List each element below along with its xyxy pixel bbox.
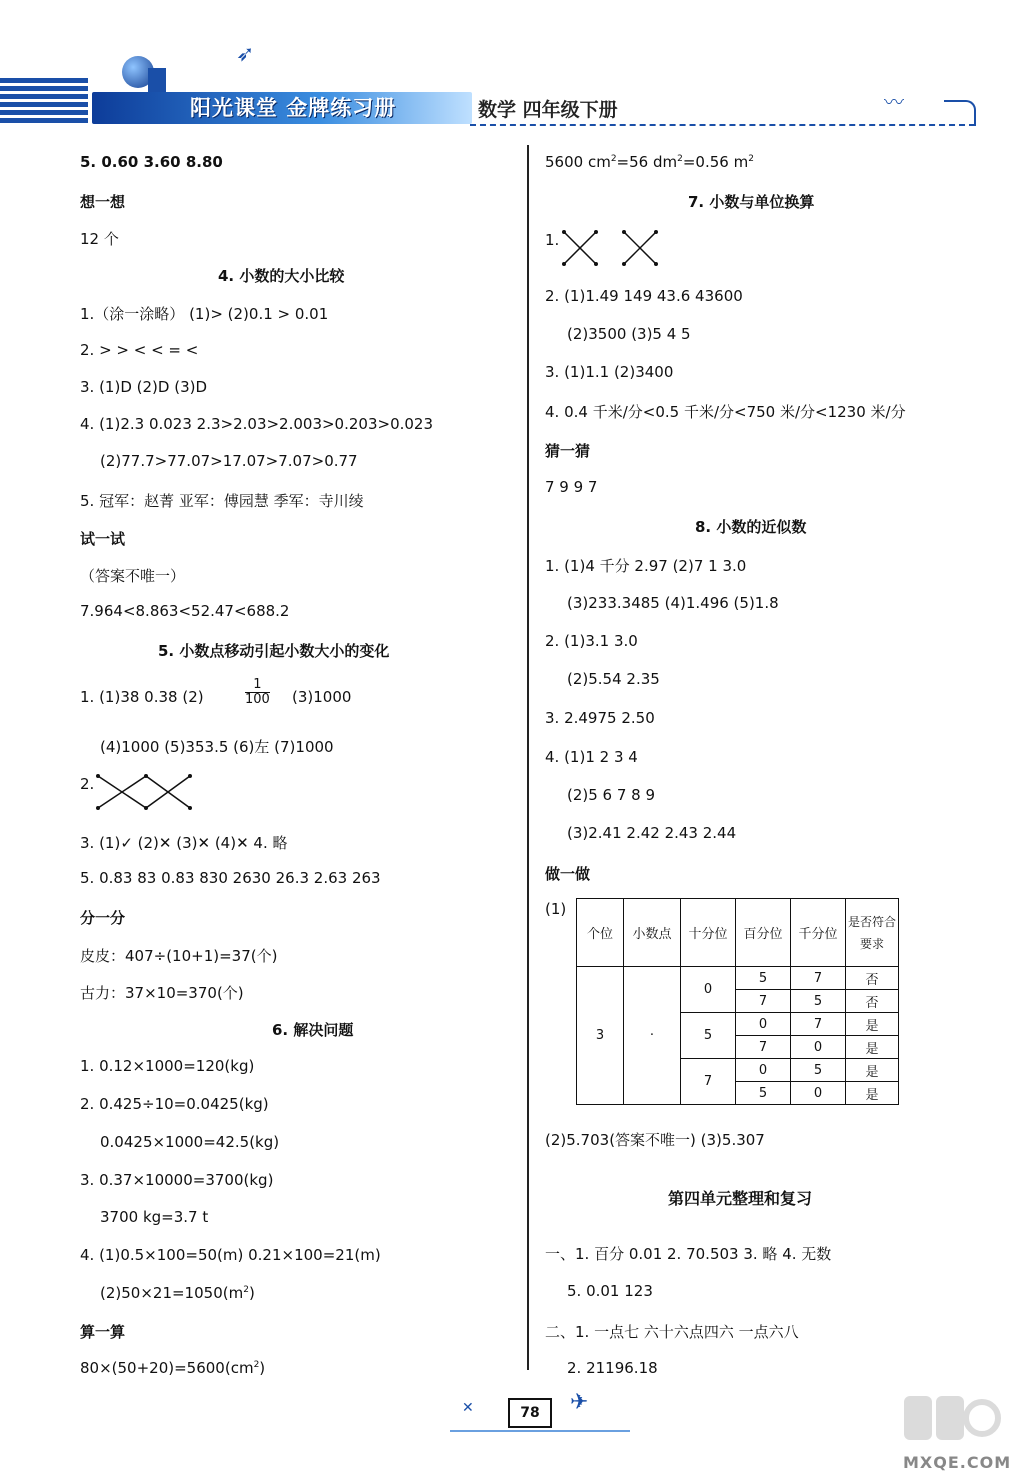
section-heading: 6. 解决问题 [272,1021,354,1039]
answer-line: 2. [80,775,95,793]
answer-text: (2)50×21=1050(m [100,1284,244,1302]
paper-plane-icon: ➶ [236,42,255,67]
answer-line: (2)5.703(答案不唯一) (3)5.307 [545,1131,765,1149]
superscript: 2 [610,154,617,164]
table-cell: 5 [791,990,846,1013]
table-cell: 0 [791,1082,846,1105]
answer-line: 1. (1)38 0.38 (2) [80,688,204,706]
answer-line: (2)3500 (3)5 4 5 [567,325,691,343]
answer-line: 二、1. 一点七 六十六点四六 一点六八 [545,1323,799,1341]
answer-line: 1. 0.12×1000=120(kg) [80,1057,255,1075]
table-cell: 是 [846,1013,899,1036]
answer-line: 4. (1)1 2 3 4 [545,748,638,766]
watermark-url: MXQE.COM [903,1453,1011,1472]
section-label: 分一分 [80,909,126,927]
section-label: 试一试 [80,530,126,548]
section-label: 做一做 [545,865,591,883]
subject-grade: 数学 四年级下册 [478,99,618,121]
answer-text: 80×(50+20)=5600(cm [80,1359,254,1377]
answer-line: 5. 0.01 123 [567,1282,653,1300]
section-label: 想一想 [80,193,126,211]
answer-line: 一、1. 百分 0.01 2. 70.503 3. 略 4. 无数 [545,1245,832,1263]
column-divider [527,145,529,1370]
close-paren: ) [259,1359,266,1377]
answer-line: 3700 kg=3.7 t [100,1208,209,1226]
table-header: 个位 [577,899,624,967]
answer-line: 古力：37×10=370(个) [80,984,244,1002]
answer-line: 4. 0.4 千米/分<0.5 千米/分<750 米/分<1230 米/分 [545,403,906,421]
star-icon: ✕ [462,1400,474,1416]
section-heading: 8. 小数的近似数 [695,518,807,536]
table-cell: · [624,967,681,1105]
answer-line: (4)1000 (5)353.5 (6)左 (7)1000 [100,738,334,756]
answer-text: =56 dm [616,153,678,171]
table-cell: 5 [736,967,791,990]
answer-line: (2)5.54 2.35 [567,670,660,688]
answer-line: 12 个 [80,230,119,248]
answer-line: 3. (1)✓ (2)✕ (3)✕ (4)✕ 4. 略 [80,834,288,852]
header-stripes [0,78,88,132]
header-corner-decoration [944,100,976,126]
table-cell: 是 [846,1059,899,1082]
answer-line: 3. 0.37×10000=3700(kg) [80,1171,274,1189]
bird-icon: 〰 [884,90,904,114]
table-header: 十分位 [681,899,736,967]
answer-line: (3)233.3485 (4)1.496 (5)1.8 [567,594,779,612]
matching-lines-diagram [560,228,660,268]
section-heading: 7. 小数与单位换算 [688,193,815,211]
section-label: 猜一猜 [545,442,591,460]
answer-line: 3. (1)1.1 (2)3400 [545,363,674,381]
answer-line [100,1284,255,1302]
answer-line: (2)77.7>77.07>17.07>7.07>0.77 [100,452,358,470]
table-cell: 0 [736,1013,791,1036]
answer-line: 2. (1)1.49 149 43.6 43600 [545,287,743,305]
answer-line: 1. [545,231,560,249]
answer-line: (3)1000 [292,688,352,706]
close-paren: ) [248,1284,255,1302]
answer-line: (2)5 6 7 8 9 [567,786,656,804]
footer-line [450,1430,630,1432]
matching-lines-diagram [94,772,194,812]
answer-line: 1.（涂一涂略） (1)> (2)0.1 > 0.01 [80,305,329,323]
table-cell: 5 [736,1082,791,1105]
table-cell: 否 [846,990,899,1013]
table-cell: 5 [681,1013,736,1059]
answer-line [545,153,754,171]
table-cell: 是 [846,1036,899,1059]
table-cell: 7 [681,1059,736,1105]
plane-icon: ✈ [570,1390,589,1415]
answer-line: 0.0425×1000=42.5(kg) [100,1133,280,1151]
answer-line: 4. (1)2.3 0.023 2.3>2.03>2.003>0.203>0.023 [80,415,434,433]
answer-line: 4. (1)0.5×100=50(m) 0.21×100=21(m) [80,1246,381,1264]
section-label: 算一算 [80,1323,126,1341]
table-cell: 0 [791,1036,846,1059]
fraction [245,678,270,707]
table-header: 是否符合要求 [846,899,899,967]
header-dashed-line [470,124,975,126]
superscript: 2 [748,154,754,164]
superscript: 2 [243,1285,249,1295]
table-cell: 是 [846,1082,899,1105]
superscript: 2 [677,154,683,164]
table-cell: 0 [681,967,736,1013]
answer-line: 5. 0.83 83 0.83 830 2630 26.3 2.63 263 [80,869,381,887]
answer-line: 2. (1)3.1 3.0 [545,632,638,650]
series-title: 阳光课堂 金牌练习册 [190,95,397,120]
table-cell: 5 [791,1059,846,1082]
answer-line: 皮皮：407÷(10+1)=37(个) [80,947,278,965]
answer-line: 2. 21196.18 [567,1359,658,1377]
table-cell: 7 [736,1036,791,1059]
answer-line: 5. 冠军：赵菁 亚军：傅园慧 季军：寺川绫 [80,492,364,510]
section-heading: 5. 小数点移动引起小数大小的变化 [158,642,390,660]
table-cell: 7 [791,1013,846,1036]
table-header: 千分位 [791,899,846,967]
table-cell: 0 [736,1059,791,1082]
answer-line [80,1359,265,1377]
page-header [0,0,1000,145]
table-cell: 3 [577,967,624,1105]
answer-line: 2. 0.425÷10=0.0425(kg) [80,1095,269,1113]
answer-line: 1. (1)4 千分 2.97 (2)7 1 3.0 [545,557,747,575]
superscript: 2 [253,1360,260,1370]
table-cell: 7 [736,990,791,1013]
answer-line: 3. (1)D (2)D (3)D [80,378,208,396]
answer-line: （答案不唯一） [80,567,186,585]
answer-line: 7 9 9 7 [545,478,598,496]
answer-line: 5. 0.60 3.60 8.80 [80,153,223,171]
fraction-denominator: 100 [245,692,270,707]
answer-text: =0.56 m [682,153,749,171]
answer-line: (3)2.41 2.42 2.43 2.44 [567,824,737,842]
section-heading: 4. 小数的大小比较 [218,267,345,285]
section-heading: 第四单元整理和复习 [668,1189,813,1208]
fraction-numerator: 1 [253,677,262,692]
answer-line: (1) [545,900,567,918]
answer-text: 5600 cm [545,153,611,171]
digit-table [576,898,899,1105]
answer-line: 2. > > < < = < [80,341,199,359]
answer-line: 3. 2.4975 2.50 [545,709,655,727]
table-header: 小数点 [624,899,681,967]
answer-line: 7.964<8.863<52.47<688.2 [80,602,290,620]
table-cell: 否 [846,967,899,990]
table-cell: 7 [791,967,846,990]
page-number: 78 [508,1398,552,1428]
table-header: 百分位 [736,899,791,967]
